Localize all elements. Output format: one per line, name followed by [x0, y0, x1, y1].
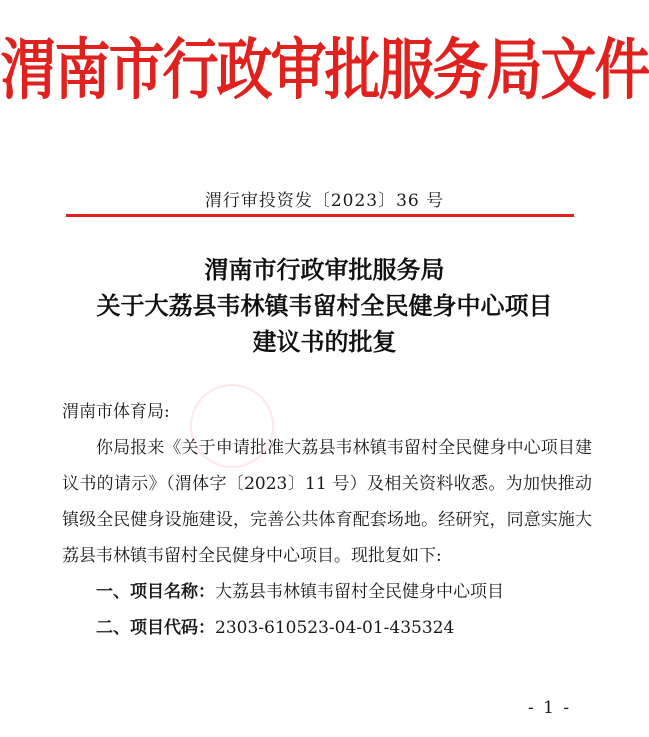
- title-line-1: 渭南市行政审批服务局: [204, 255, 445, 284]
- title-line-2: 关于大荔县韦林镇韦留村全民健身中心项目: [96, 291, 553, 320]
- document-number: 渭行审投资发〔2023〕36 号: [204, 191, 445, 211]
- item-value: 大荔县韦林镇韦留村全民健身中心项目: [215, 582, 504, 602]
- item-project-name: [62, 574, 592, 610]
- item-project-code: [62, 610, 592, 646]
- document-body: [62, 394, 592, 646]
- body-paragraph: 你局报来《关于申请批准大荔县韦林镇韦留村全民健身中心项目建议书的请示》（渭体字〔2023〕11 号）及相关资料收悉。为加快推动镇级全民健身设施建设，完善公共体育配套场地。经研究，同意实施大荔县韦林镇韦留村全民健身中心项目。现批复如下:: [62, 438, 592, 566]
- title-line-3: 建议书的批复: [252, 327, 397, 356]
- document-header-title: 渭南市行政审批服务局文件: [0, 30, 649, 109]
- item-value: 2303-610523-04-01-435324: [215, 618, 455, 638]
- red-separator-line: [66, 214, 574, 217]
- addressee: 渭南市体育局:: [62, 402, 170, 422]
- document-title: [0, 252, 649, 360]
- item-label: 一、项目名称：: [96, 582, 215, 602]
- page-number: - 1 -: [528, 698, 572, 718]
- item-label: 二、项目代码：: [96, 618, 215, 638]
